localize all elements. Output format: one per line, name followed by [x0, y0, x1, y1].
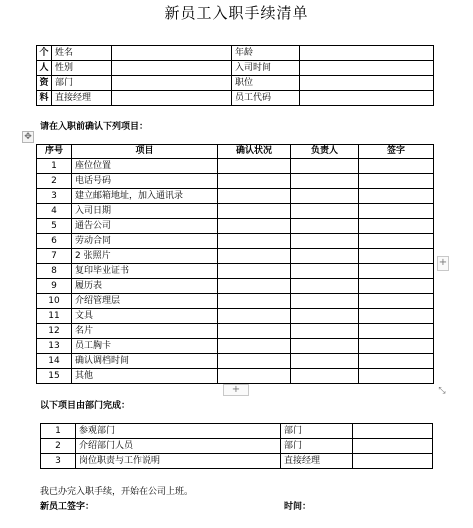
- row-item: 参观部门: [76, 424, 281, 439]
- add-column-plus-icon[interactable]: +: [437, 256, 449, 271]
- table-row: [37, 76, 434, 91]
- signature-cell[interactable]: [359, 369, 434, 384]
- table-row: [37, 174, 434, 189]
- field-label-age: 年龄: [232, 46, 300, 61]
- table-row: [41, 439, 433, 454]
- row-number: 8: [37, 264, 72, 279]
- status-cell[interactable]: [218, 369, 291, 384]
- signature-cell[interactable]: [359, 249, 434, 264]
- field-label-join-date: 入司时间: [232, 61, 300, 76]
- owner-cell[interactable]: [291, 219, 359, 234]
- personal-info-table: [36, 45, 434, 106]
- row-responsible: 直接经理: [281, 454, 353, 469]
- department-heading: 以下项目由部门完成：: [40, 401, 131, 411]
- status-cell[interactable]: [218, 324, 291, 339]
- header-owner: 负责人: [291, 145, 359, 159]
- row-number: 11: [37, 309, 72, 324]
- document-title: 新员工入职手续清单: [164, 4, 309, 22]
- side-label-char: 人: [37, 61, 52, 76]
- table-row: [37, 61, 434, 76]
- status-cell[interactable]: [218, 204, 291, 219]
- status-cell[interactable]: [218, 249, 291, 264]
- row-item: 复印毕业证书: [72, 264, 218, 279]
- owner-cell[interactable]: [291, 354, 359, 369]
- row-number: 2: [41, 439, 76, 454]
- row-number: 2: [37, 174, 72, 189]
- field-value-cell[interactable]: [112, 91, 232, 106]
- side-label-char: 料: [37, 91, 52, 106]
- status-cell[interactable]: [218, 294, 291, 309]
- owner-cell[interactable]: [291, 249, 359, 264]
- row-responsible: 部门: [281, 424, 353, 439]
- row-item: 2 张照片: [72, 249, 218, 264]
- field-label-employee-code: 员工代码: [232, 91, 300, 106]
- row-item: 入司日期: [72, 204, 218, 219]
- row-number: 15: [37, 369, 72, 384]
- row-number: 12: [37, 324, 72, 339]
- status-cell[interactable]: [218, 174, 291, 189]
- row-item: 履历表: [72, 279, 218, 294]
- resize-corner-icon[interactable]: ⤡: [438, 386, 446, 396]
- signature-cell[interactable]: [359, 309, 434, 324]
- header-item: 项目: [72, 145, 218, 159]
- signature-cell[interactable]: [359, 174, 434, 189]
- owner-cell[interactable]: [291, 264, 359, 279]
- table-row: [37, 264, 434, 279]
- table-row: [37, 309, 434, 324]
- table-row: [37, 369, 434, 384]
- row-item: 其他: [72, 369, 218, 384]
- header-number: 序号: [37, 145, 72, 159]
- value-cell[interactable]: [353, 439, 433, 454]
- row-item: 建立邮箱地址，加入通讯录: [72, 189, 218, 204]
- signature-cell[interactable]: [359, 189, 434, 204]
- row-item: 名片: [72, 324, 218, 339]
- row-number: 5: [37, 219, 72, 234]
- field-value-cell[interactable]: [112, 76, 232, 91]
- table-row: [37, 324, 434, 339]
- row-number: 3: [37, 189, 72, 204]
- row-number: 13: [37, 339, 72, 354]
- row-number: 3: [41, 454, 76, 469]
- move-handle-icon[interactable]: ✥: [22, 131, 34, 143]
- field-label-manager: 直接经理: [52, 91, 112, 106]
- row-responsible: 部门: [281, 439, 353, 454]
- field-value-cell[interactable]: [300, 61, 434, 76]
- signature-cell[interactable]: [359, 354, 434, 369]
- field-label-gender: 性别: [52, 61, 112, 76]
- signature-cell[interactable]: [359, 234, 434, 249]
- value-cell[interactable]: [353, 454, 433, 469]
- row-item: 介绍管理层: [72, 294, 218, 309]
- status-cell[interactable]: [218, 234, 291, 249]
- field-label-department: 部门: [52, 76, 112, 91]
- table-row: [37, 354, 434, 369]
- row-item: 通告公司: [72, 219, 218, 234]
- table-row: [37, 189, 434, 204]
- signature-cell[interactable]: [359, 294, 434, 309]
- status-cell[interactable]: [218, 354, 291, 369]
- field-value-cell[interactable]: [300, 46, 434, 61]
- signature-line: [40, 499, 94, 512]
- owner-cell[interactable]: [291, 159, 359, 174]
- table-row: [37, 91, 434, 106]
- value-cell[interactable]: [353, 424, 433, 439]
- field-value-cell[interactable]: [112, 46, 232, 61]
- table-row: [37, 294, 434, 309]
- status-cell[interactable]: [218, 309, 291, 324]
- status-cell[interactable]: [218, 264, 291, 279]
- row-number: 6: [37, 234, 72, 249]
- row-number: 1: [37, 159, 72, 174]
- time-line: [284, 499, 311, 512]
- row-item: 劳动合同: [72, 234, 218, 249]
- row-item: 员工胸卡: [72, 339, 218, 354]
- time-label: 时间：: [284, 502, 312, 512]
- field-label-position: 职位: [232, 76, 300, 91]
- add-row-plus-icon[interactable]: +: [223, 384, 249, 396]
- row-number: 4: [37, 204, 72, 219]
- side-label-char: 个: [37, 46, 52, 61]
- owner-cell[interactable]: [291, 339, 359, 354]
- row-item: 确认调档时间: [72, 354, 218, 369]
- row-number: 14: [37, 354, 72, 369]
- row-item: 座位位置: [72, 159, 218, 174]
- table-row: [37, 159, 434, 174]
- row-number: 9: [37, 279, 72, 294]
- row-item: 电话号码: [72, 174, 218, 189]
- table-row: [37, 219, 434, 234]
- onboarding-statement: 我已办完入职手续，开始在公司上班。: [40, 487, 194, 497]
- row-item: 介绍部门人员: [76, 439, 281, 454]
- signature-cell[interactable]: [359, 324, 434, 339]
- status-cell[interactable]: [218, 339, 291, 354]
- status-cell[interactable]: [218, 189, 291, 204]
- table-row: [41, 454, 433, 469]
- signature-cell[interactable]: [359, 264, 434, 279]
- signature-label: 新员工签字：: [40, 502, 95, 512]
- owner-cell[interactable]: [291, 309, 359, 324]
- header-signature: 签字: [359, 145, 434, 159]
- signature-cell[interactable]: [359, 159, 434, 174]
- table-header-row: [37, 145, 434, 159]
- table-row: [37, 46, 434, 61]
- owner-cell[interactable]: [291, 174, 359, 189]
- department-table: [40, 423, 433, 469]
- owner-cell[interactable]: [291, 234, 359, 249]
- field-value-cell[interactable]: [300, 76, 434, 91]
- row-number: 7: [37, 249, 72, 264]
- signature-cell[interactable]: [359, 339, 434, 354]
- row-number: 1: [41, 424, 76, 439]
- owner-cell[interactable]: [291, 294, 359, 309]
- owner-cell[interactable]: [291, 189, 359, 204]
- row-item: 岗位职责与工作说明: [76, 454, 281, 469]
- row-item: 文具: [72, 309, 218, 324]
- status-cell[interactable]: [218, 159, 291, 174]
- checklist-heading: 请在入职前确认下列项目：: [40, 122, 149, 132]
- header-status: 确认状况: [218, 145, 291, 159]
- table-row: [37, 339, 434, 354]
- field-value-cell[interactable]: [112, 61, 232, 76]
- table-row: [37, 204, 434, 219]
- table-row: [41, 424, 433, 439]
- table-row: [37, 279, 434, 294]
- side-label-char: 资: [37, 76, 52, 91]
- status-cell[interactable]: [218, 279, 291, 294]
- owner-cell[interactable]: [291, 279, 359, 294]
- signature-cell[interactable]: [359, 279, 434, 294]
- table-row: [37, 249, 434, 264]
- status-cell[interactable]: [218, 219, 291, 234]
- field-value-cell[interactable]: [300, 91, 434, 106]
- signature-cell[interactable]: [359, 219, 434, 234]
- field-label-name: 姓名: [52, 46, 112, 61]
- checklist-table: [36, 144, 434, 384]
- owner-cell[interactable]: [291, 369, 359, 384]
- owner-cell[interactable]: [291, 324, 359, 339]
- table-row: [37, 234, 434, 249]
- signature-cell[interactable]: [359, 204, 434, 219]
- row-number: 10: [37, 294, 72, 309]
- owner-cell[interactable]: [291, 204, 359, 219]
